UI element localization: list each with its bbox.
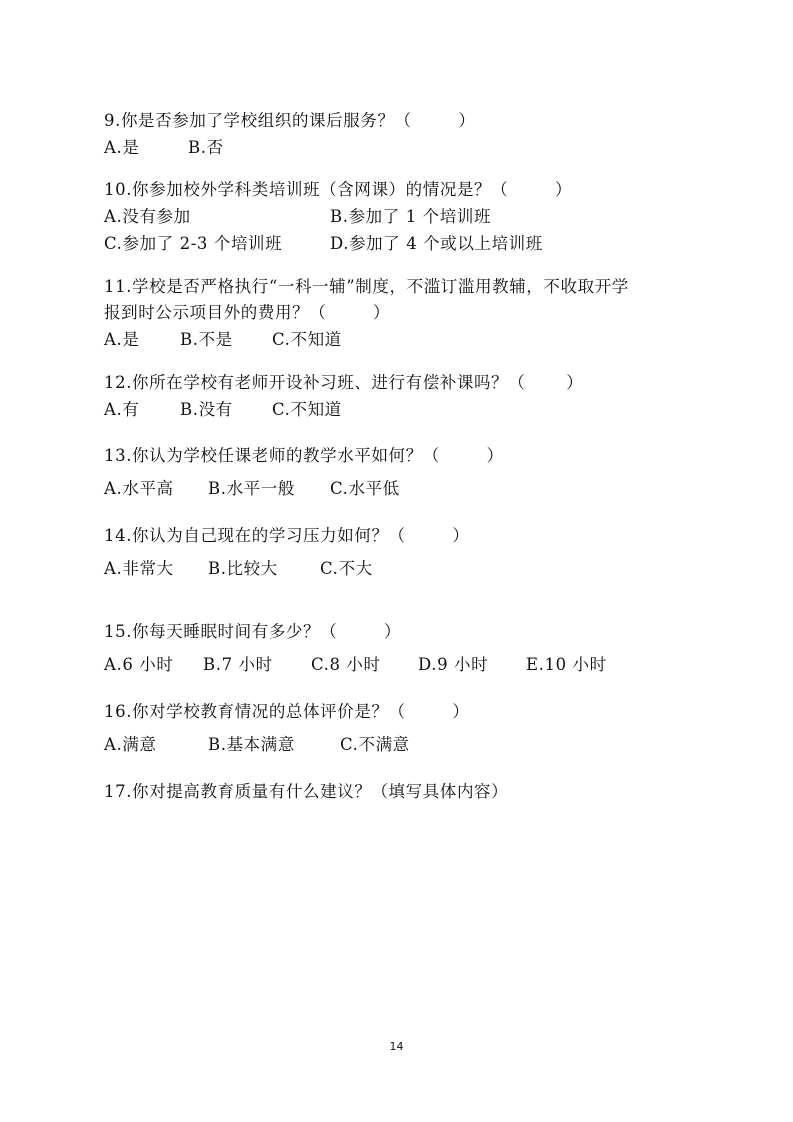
q15-option-d: D.9 小时	[418, 655, 489, 674]
q11-option-c: C.不知道	[272, 330, 342, 349]
question-11-line-1: 11.学校是否严格执行“一科一辅”制度，不滥订滥用教辅，不收取开学	[104, 277, 629, 296]
q16-option-c: C.不满意	[340, 735, 410, 754]
q11-option-a: A.是	[104, 330, 140, 349]
q15-option-e: E.10 小时	[526, 655, 607, 674]
q10-option-c: C.参加了 2-3 个培训班	[104, 234, 283, 253]
q16-option-a: A.满意	[104, 735, 157, 754]
q13-option-a: A.水平高	[104, 479, 174, 498]
q16-option-b: B.基本满意	[208, 735, 295, 754]
question-10: 10.你参加校外学科类培训班（含网课）的情况是？（ ）	[104, 180, 573, 199]
q10-option-b: B.参加了 1 个培训班	[330, 207, 492, 226]
q9-option-b: B.否	[188, 138, 224, 157]
q15-option-b: B.7 小时	[203, 655, 273, 674]
q15-option-a: A.6 小时	[104, 655, 174, 674]
q12-option-c: C.不知道	[272, 400, 342, 419]
question-14: 14.你认为自己现在的学习压力如何？（ ）	[104, 526, 470, 545]
question-13: 13.你认为学校任课老师的教学水平如何？（ ）	[104, 446, 504, 465]
question-9: 9.你是否参加了学校组织的课后服务？（ ）	[104, 111, 476, 130]
q12-option-a: A.有	[104, 400, 140, 419]
q10-option-d: D.参加了 4 个或以上培训班	[330, 234, 543, 253]
q14-option-a: A.非常大	[104, 559, 174, 578]
q11-option-b: B.不是	[180, 330, 233, 349]
question-17: 17.你对提高教育质量有什么建议？（填写具体内容）	[104, 782, 509, 801]
q13-option-b: B.水平一般	[208, 479, 295, 498]
question-15: 15.你每天睡眠时间有多少？（ ）	[104, 622, 402, 641]
page-number: 14	[389, 1040, 404, 1053]
question-12: 12.你所在学校有老师开设补习班、进行有偿补课吗？（ ）	[104, 373, 584, 392]
question-11-line-2: 报到时公示项目外的费用？（ ）	[104, 303, 391, 322]
question-16: 16.你对学校教育情况的总体评价是？（ ）	[104, 702, 470, 721]
q13-option-c: C.水平低	[330, 479, 400, 498]
q14-option-c: C.不大	[320, 559, 373, 578]
q12-option-b: B.没有	[180, 400, 233, 419]
q15-option-c: C.8 小时	[311, 655, 381, 674]
q14-option-b: B.比较大	[208, 559, 278, 578]
q9-option-a: A.是	[104, 138, 140, 157]
q10-option-a: A.没有参加	[104, 207, 191, 226]
